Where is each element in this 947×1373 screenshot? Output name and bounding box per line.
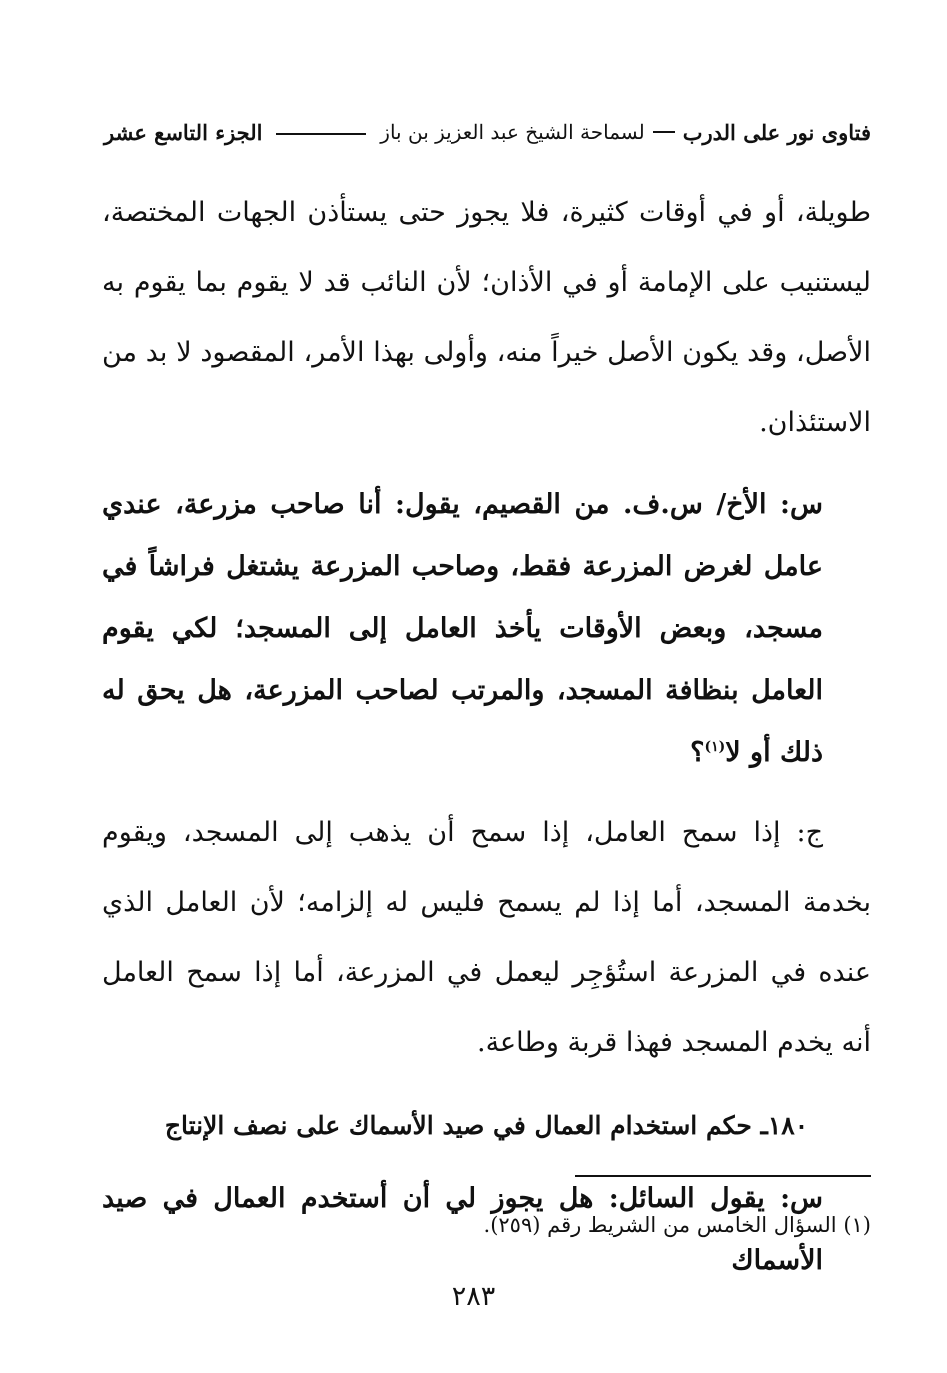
volume-label: الجزء التاسع عشر <box>104 119 263 145</box>
header-title-group <box>380 120 871 145</box>
book-title: فتاوى نور على الدرب <box>682 119 871 145</box>
header-dash <box>653 131 675 133</box>
page-number: ٢٨٣ <box>451 1281 496 1312</box>
author-name: لسماحة الشيخ عبد العزيز بن باز <box>380 120 645 144</box>
header-rule <box>276 133 366 135</box>
question-paragraph <box>102 474 871 784</box>
continued-paragraph: طويلة، أو في أوقات كثيرة، فلا يجوز حتى يستأذن الجهات المختصة، ليستنيب على الإمامة أو في الأذان؛ لأن النائب قد لا يقوم بما يقوم به الأصل، وقد يكون الأصل خيراً منه، وأولى بهذا الأمر، المقصود لا بد من الاستئذان. <box>102 197 871 438</box>
question-text: س: الأخ/ س.ف. من القصيم، يقول: أنا صاحب مزرعة، عندي عامل لغرض المزرعة فقط، وصاحب المزرعة يشتغل فراشاً في مسجد، وبعض الأوقات يأخذ العامل إلى المسجد؛ لكي يقوم العامل بنظافة المسجد، والمرتب لصاحب المزرعة، هل يحق له ذلك أو لا <box>102 489 823 768</box>
footnote: (١) السؤال الخامس من الشريط رقم (٢٥٩). <box>483 1213 871 1237</box>
section-heading: ١٨٠ـ حكم استخدام العمال في صيد الأسماك على نصف الإنتاج <box>164 1111 809 1140</box>
question-mark: ؟ <box>690 737 705 768</box>
answer-paragraph: ج: إذا سمح العامل، إذا سمح أن يذهب إلى المسجد، ويقوم بخدمة المسجد، أما إذا لم يسمح فليس له إلزامه؛ لأن العامل الذي عنده في المزرعة استُؤجِر ليعمل في المزرعة، أما إذا سمح العامل أنه يخدم المسجد فهذا قربة وطاعة. <box>102 817 871 1058</box>
question-paragraph-2: س: يقول السائل: هل يجوز لي أن أستخدم العمال في صيد الأسماك <box>102 1183 823 1276</box>
running-header <box>104 112 871 152</box>
footnote-separator <box>575 1175 871 1177</box>
footnote-reference[interactable]: (١) <box>704 739 726 755</box>
page-body <box>102 178 871 1292</box>
